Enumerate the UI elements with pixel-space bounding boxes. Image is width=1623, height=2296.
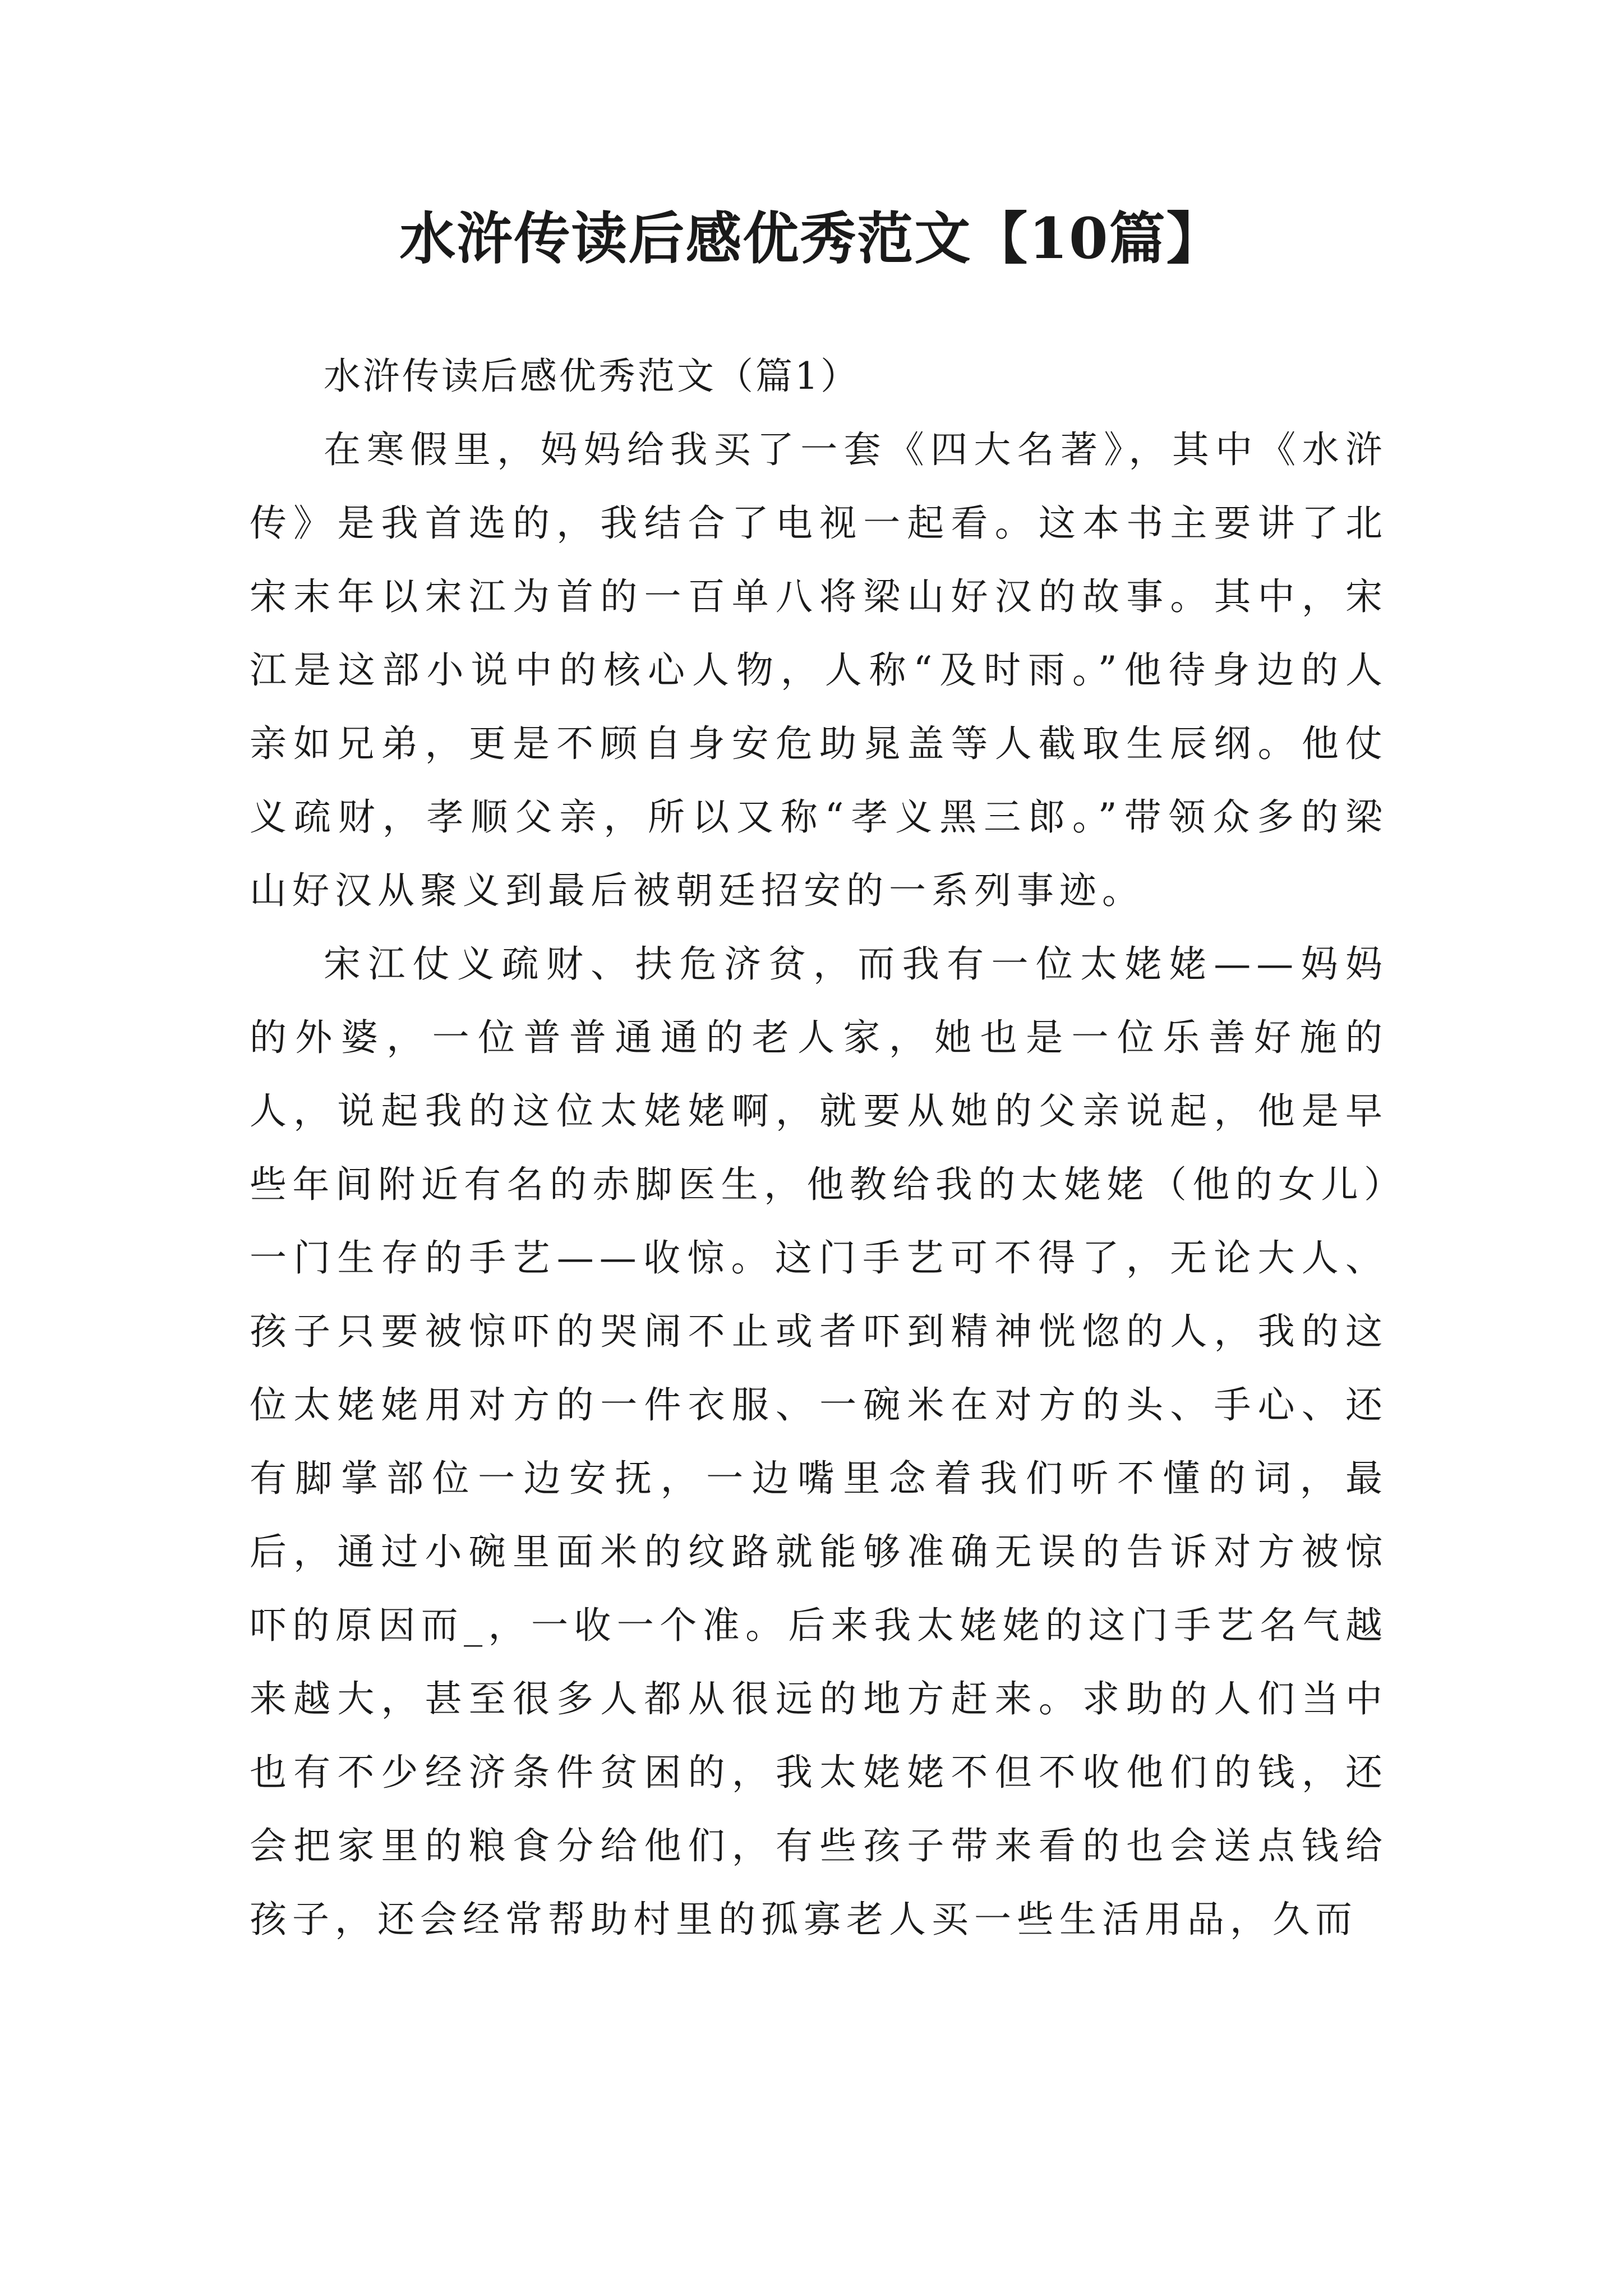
document-body [250, 339, 1388, 1956]
section-heading: 水浒传读后感优秀范文（篇1） [324, 355, 860, 398]
paragraph-2: 宋江仗义疏财、扶危济贫，而我有一位太姥姥——妈妈的外婆，一位普普通通的老人家，她也是一位乐善好施的人，说起我的这位太姥姥啊，就要从她的父亲说起，他是早些年间附近有名的赤脚医生，他教给我的太姥姥（他的女儿）一门生存的手艺——收惊。这门手艺可不得了，无论大人、孩子只要被惊吓的哭闹不止或者吓到精神恍惚的人，我的这位太姥姥用对方的一件衣服、一碗米在对方的头、手心、还有脚掌部位一边安抚，一边嘴里念着我们听不懂的词，最后，通过小碗里面米的纹路就能够准确无误的告诉对方被惊吓的原因而_，一收一个准。后来我太姥姥的这门手艺名气越来越大，甚至很多人都从很远的地方赶来。求助的人们当中也有不少经济条件贫困的，我太姥姥不但不收他们的钱，还会把家里的粮食分给他们，有些孩子带来看的也会送点钱给孩子，还会经常帮助村里的孤寡老人买一些生活用品，久而 [250, 942, 1388, 1941]
paragraph-1: 在寒假里，妈妈给我买了一套《四大名著》，其中《水浒传》是我首选的，我结合了电视一起看。这本书主要讲了北宋末年以宋江为首的一百单八将梁山好汉的故事。其中，宋江是这部小说中的核心人物，人称“及时雨。”他待身边的人亲如兄弟，更是不顾自身安危助晁盖等人截取生辰纲。他仗义疏财，孝顺父亲，所以又称“孝义黑三郎。”带领众多的梁山好汉从聚义到最后被朝廷招安的一系列事迹。 [250, 428, 1388, 912]
document-title: 水浒传读后感优秀范文【10篇】 [399, 205, 1224, 272]
